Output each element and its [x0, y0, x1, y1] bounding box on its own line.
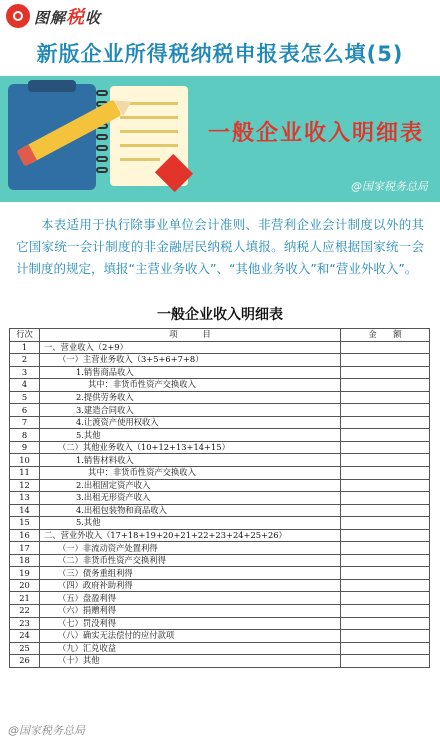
row-number: 20: [10, 579, 40, 592]
row-item: （九）汇兑收益: [40, 642, 341, 655]
table-row: [10, 529, 430, 542]
row-amount[interactable]: [341, 441, 430, 454]
row-number: 26: [10, 655, 40, 668]
row-amount[interactable]: [341, 567, 430, 580]
row-item: 3.建造合同收入: [40, 404, 341, 417]
logo-icon: [6, 4, 30, 28]
table-row: [10, 492, 430, 505]
table-row: [10, 479, 430, 492]
table-row: [10, 655, 430, 668]
header-item: 项 目: [40, 329, 341, 342]
table-row: [10, 441, 430, 454]
row-number: 6: [10, 404, 40, 417]
table-row: [10, 517, 430, 530]
row-number: 18: [10, 554, 40, 567]
table-row: [10, 579, 430, 592]
row-amount[interactable]: [341, 655, 430, 668]
footer-watermark: @国家税务总局: [8, 724, 85, 737]
intro-paragraph: 本表适用于执行除事业单位会计准则、非营利企业会计制度以外的其它国家统一会计制度的非金融居民纳税人填报。纳税人应根据国家统一会计制度的规定，填报“主营业务收入”、“其他业务收入”和“营业外收入”。: [16, 217, 424, 276]
row-number: 15: [10, 517, 40, 530]
table-row: [10, 467, 430, 480]
row-amount[interactable]: [341, 467, 430, 480]
table-header-row: [10, 329, 430, 342]
row-amount[interactable]: [341, 529, 430, 542]
row-amount[interactable]: [341, 354, 430, 367]
row-amount[interactable]: [341, 379, 430, 392]
row-item: 4.让渡资产使用权收入: [40, 416, 341, 429]
row-item: （一）主营业务收入（3+5+6+7+8）: [40, 354, 341, 367]
row-item: 5.其他: [40, 517, 341, 530]
row-item: 3.出租无形资产收入: [40, 492, 341, 505]
row-number: 14: [10, 504, 40, 517]
row-number: 2: [10, 354, 40, 367]
row-amount[interactable]: [341, 416, 430, 429]
row-item: （四）政府补助利得: [40, 579, 341, 592]
hero-watermark: @国家税务总局: [351, 180, 428, 193]
table-row: [10, 504, 430, 517]
row-item: 1.销售材料收入: [40, 454, 341, 467]
row-number: 12: [10, 479, 40, 492]
row-number: 10: [10, 454, 40, 467]
table-row: [10, 554, 430, 567]
row-amount[interactable]: [341, 404, 430, 417]
row-item: 一、营业收入（2+9）: [40, 341, 341, 354]
header-amount: 金 额: [341, 329, 430, 342]
row-number: 5: [10, 391, 40, 404]
row-number: 22: [10, 605, 40, 618]
header-row-number: 行次: [10, 329, 40, 342]
table-row: [10, 567, 430, 580]
table-row: [10, 391, 430, 404]
row-number: 17: [10, 542, 40, 555]
hero-banner: [0, 76, 440, 202]
row-number: 23: [10, 617, 40, 630]
row-item: （三）债务重组利得: [40, 567, 341, 580]
table-row: [10, 605, 430, 618]
row-amount[interactable]: [341, 642, 430, 655]
row-item: （十）其他: [40, 655, 341, 668]
table-row: [10, 617, 430, 630]
row-number: 19: [10, 567, 40, 580]
row-number: 9: [10, 441, 40, 454]
row-item: 1.销售商品收入: [40, 366, 341, 379]
row-item: （七）罚没利得: [40, 617, 341, 630]
table-row: [10, 592, 430, 605]
row-number: 3: [10, 366, 40, 379]
row-number: 16: [10, 529, 40, 542]
row-amount[interactable]: [341, 605, 430, 618]
table-row: [10, 366, 430, 379]
row-amount[interactable]: [341, 479, 430, 492]
row-item: 4.出租包装物和商品收入: [40, 504, 341, 517]
table-row: [10, 454, 430, 467]
table-row: [10, 354, 430, 367]
row-number: 4: [10, 379, 40, 392]
row-item: （六）捐赠利得: [40, 605, 341, 618]
table-row: [10, 429, 430, 442]
row-item: （五）盘盈利得: [40, 592, 341, 605]
row-number: 11: [10, 467, 40, 480]
row-item: 其中：非货币性资产交换收入: [40, 467, 341, 480]
table-row: [10, 341, 430, 354]
row-amount[interactable]: [341, 630, 430, 643]
row-number: 13: [10, 492, 40, 505]
row-amount[interactable]: [341, 341, 430, 354]
row-item: 其中：非货币性资产交换收入: [40, 379, 341, 392]
row-number: 8: [10, 429, 40, 442]
hero-title: 一般企业收入明细表: [208, 121, 425, 146]
row-item: 二、营业外收入（17+18+19+20+21+22+23+24+25+26）: [40, 529, 341, 542]
row-number: 25: [10, 642, 40, 655]
row-item: 5.其他: [40, 429, 341, 442]
row-amount[interactable]: [341, 592, 430, 605]
row-number: 24: [10, 630, 40, 643]
row-item: 2.出租固定资产收入: [40, 479, 341, 492]
table-row: [10, 542, 430, 555]
table-title: 一般企业收入明细表: [157, 307, 283, 323]
row-amount[interactable]: [341, 492, 430, 505]
row-item: （一）非流动资产处置利得: [40, 542, 341, 555]
row-amount[interactable]: [341, 366, 430, 379]
table-row: [10, 642, 430, 655]
income-detail-table: [9, 328, 430, 668]
table-row: [10, 630, 430, 643]
row-amount[interactable]: [341, 617, 430, 630]
table-row: [10, 404, 430, 417]
row-amount[interactable]: [341, 517, 430, 530]
table-row: [10, 416, 430, 429]
row-amount[interactable]: [341, 504, 430, 517]
row-amount[interactable]: [341, 579, 430, 592]
page-title: 新版企业所得税纳税申报表怎么填(5): [36, 42, 404, 66]
row-number: 1: [10, 341, 40, 354]
row-item: （二）非货币性资产交换利得: [40, 554, 341, 567]
row-item: 2.提供劳务收入: [40, 391, 341, 404]
row-amount[interactable]: [341, 542, 430, 555]
row-amount[interactable]: [341, 391, 430, 404]
row-amount[interactable]: [341, 554, 430, 567]
row-item: （八）确实无法偿付的应付款项: [40, 630, 341, 643]
row-number: 7: [10, 416, 40, 429]
row-number: 21: [10, 592, 40, 605]
logo: [6, 4, 101, 28]
row-amount[interactable]: [341, 454, 430, 467]
row-amount[interactable]: [341, 429, 430, 442]
row-item: （二）其他业务收入（10+12+13+14+15）: [40, 441, 341, 454]
table-row: [10, 379, 430, 392]
logo-text: 图解税收: [34, 7, 102, 28]
